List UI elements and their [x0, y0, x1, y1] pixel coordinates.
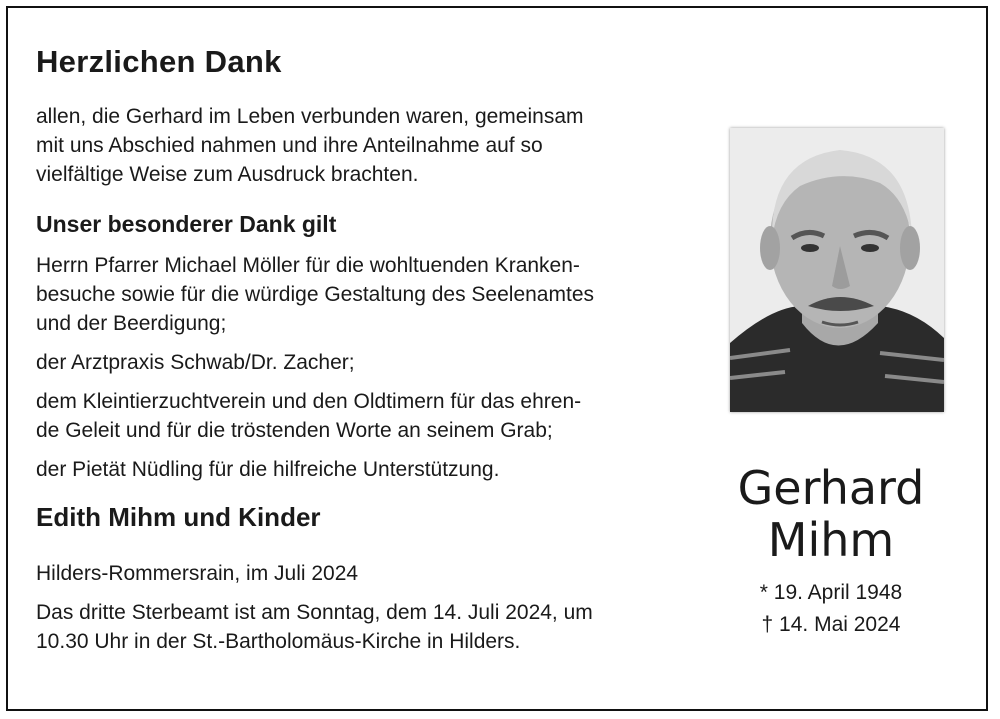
portrait-illustration [730, 128, 944, 412]
thanks-heading: Unser besonderer Dank gilt [36, 211, 337, 237]
deceased-last-name: Mihm [767, 513, 895, 567]
title: Herzlichen Dank [36, 44, 282, 79]
intro-line: mit uns Abschied nahmen und ihre Anteilnahme auf so [36, 134, 543, 157]
intro-paragraph [36, 102, 676, 189]
thanks-undertaker: der Pietät Nüdling für die hilfreiche Unterstützung. [36, 458, 500, 481]
mass-line: 10.30 Uhr in der St.-Bartholomäus-Kirche in Hilders. [36, 630, 521, 653]
mass-notice [36, 598, 676, 656]
thanks-line: und der Beerdigung; [36, 312, 227, 335]
thanks-line: dem Kleintierzuchtverein und den Oldtimern für das ehren- [36, 390, 582, 413]
text-column [36, 44, 676, 656]
thanks-club [36, 387, 676, 445]
mass-line: Das dritte Sterbeamt ist am Sonntag, dem 14. Juli 2024, um [36, 601, 593, 624]
death-date: † 14. Mai 2024 [761, 613, 901, 636]
thanks-doctor: der Arztpraxis Schwab/Dr. Zacher; [36, 351, 355, 374]
portrait-photo [730, 128, 944, 412]
family-signature: Edith Mihm und Kinder [36, 502, 321, 532]
thanks-pastor [36, 251, 676, 338]
birth-date: * 19. April 1948 [759, 581, 903, 604]
thanks-line: de Geleit und für die tröstenden Worte an seinem Grab; [36, 419, 553, 442]
intro-line: allen, die Gerhard im Leben verbunden waren, gemeinsam [36, 105, 584, 128]
place-date: Hilders-Rommersrain, im Juli 2024 [36, 562, 359, 585]
thanks-line: besuche sowie für die würdige Gestaltung des Seelenamtes [36, 283, 594, 306]
intro-line: vielfältige Weise zum Ausdruck brachten. [36, 163, 419, 186]
deceased-first-name: Gerhard [737, 461, 925, 515]
thanks-line: Herrn Pfarrer Michael Möller für die wohltuenden Kranken- [36, 254, 580, 277]
